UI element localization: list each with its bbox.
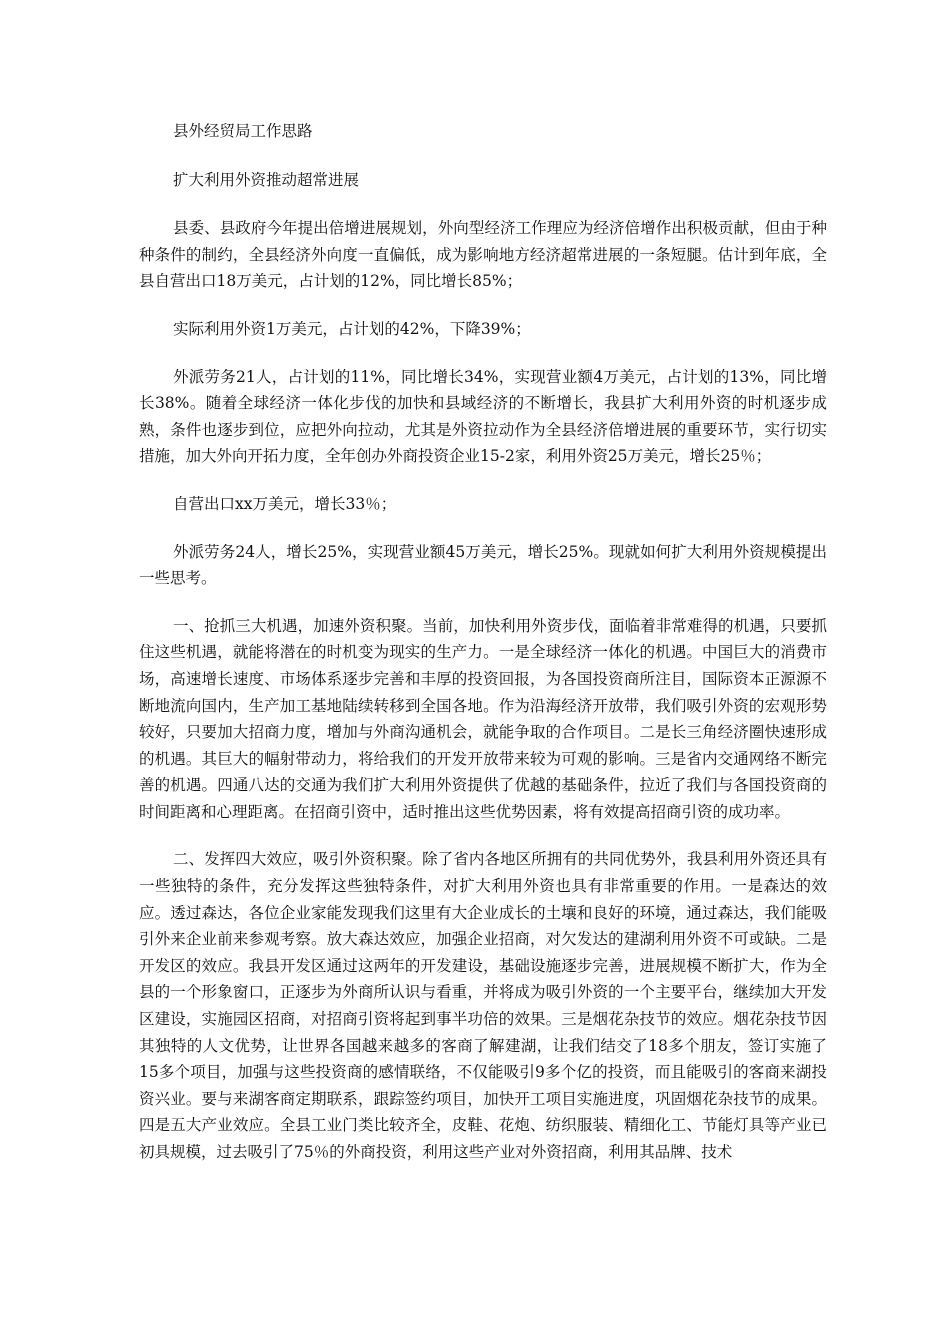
document-title: 县外经贸局工作思路 — [173, 122, 313, 140]
document-page — [139, 118, 827, 1187]
paragraph-6: 一、抢抓三大机遇，加速外资积聚。当前，加快利用外资步伐，面临着非常难得的机遇，只要抓住这些机遇，就能将潜在的时机变为现实的生产力。一是全球经济一体化的机遇。中国巨大的消费市场，高速增长速度、市场体系逐步完善和丰厚的投资回报，为各国投资商所注目，国际资本正源源不断地流向国内，生产加工基地陆续转移到全国各地。作为沿海经济开放带，我们吸引外资的宏观形势较好，只要加大招商力度，增加与外商沟通机会，就能争取的合作项目。二是长三角经济圈快速形成的机遇。其巨大的幅射带动力，将给我们的开发开放带来较为可观的影响。三是省内交通网络不断完善的机遇。四通八达的交通为我们扩大利用外资提供了优越的基础条件，拉近了我们与各国投资商的时间距离和心理距离。在招商引资中，适时推出这些优势因素，将有效提高招商引资的成功率。 — [139, 616, 827, 821]
document-subtitle: 扩大利用外资推动超常进展 — [173, 170, 360, 189]
paragraph-1: 县委、县政府今年提出倍增进展规划，外向型经济工作理应为经济倍增作出积极贡献，但由于种种条件的制约，全县经济外向度一直偏低，成为影响地方经济超常进展的一条短腿。估计到年底，全县自营出口18万美元，占计划的12%，同比增长85%； — [139, 219, 827, 291]
paragraph-3: 外派劳务21人，占计划的11%，同比增长34%，实现营业额4万美元，占计划的13%，同比增长38%。随着全球经济一体化步伐的加快和县域经济的不断增长，我县扩大利用外资的时机逐步成熟，条件也逐步到位，应把外向拉动，尤其是外资拉动作为全县经济倍增进展的重要环节，实行切实措施，加大外向开拓力度，全年创办外商投资企业15-2家，利用外资25万美元，增长25％； — [139, 367, 827, 466]
paragraph-7: 二、发挥四大效应，吸引外资积聚。除了省内各地区所拥有的共同优势外，我县利用外资还具有一些独特的条件，充分发挥这些独特条件，对扩大利用外资也具有非常重要的作用。一是森达的效应。透过森达，各位企业家能发现我们这里有大企业成长的土壤和良好的环境，通过森达，我们能吸引外来企业前来参观考察。放大森达效应，加强企业招商，对欠发达的建湖利用外资不可或缺。二是开发区的效应。我县开发区通过这两年的开发建设，基础设施逐步完善，进展规模不断扩大，作为全县的一个形象窗口，正逐步为外商所认识与看重，并将成为吸引外资的一个主要平台，继续加大开发区建设，实施园区招商，对招商引资将起到事半功倍的效果。三是烟花杂技节的效应。烟花杂技节因其独特的人文优势，让世界各国越来越多的客商了解建湖，让我们结交了18多个朋友，签订实施了15多个项目，加强与这些投资商的感情联络，不仅能吸引9多个亿的投资，而且能吸引的客商来湖投资兴业。要与来湖客商定期联系，跟踪签约项目，加快开工项目实施进度，巩固烟花杂技节的成果。四是五大产业效应。全县工业门类比较齐全，皮鞋、花炮、纺织服装、精细化工、节能灯具等产业已初具规模，过去吸引了75％的外商投资，利用这些产业对外资招商，利用其品牌、技术 — [139, 850, 827, 1161]
paragraph-4: 自营出口xx万美元，增长33％； — [173, 494, 397, 513]
paragraph-5: 外派劳务24人，增长25%，实现营业额45万美元，增长25%。现就如何扩大利用外资规模提出一些思考。 — [139, 542, 827, 588]
paragraph-2: 实际利用外资1万美元，占计划的42%，下降39%； — [173, 319, 531, 338]
